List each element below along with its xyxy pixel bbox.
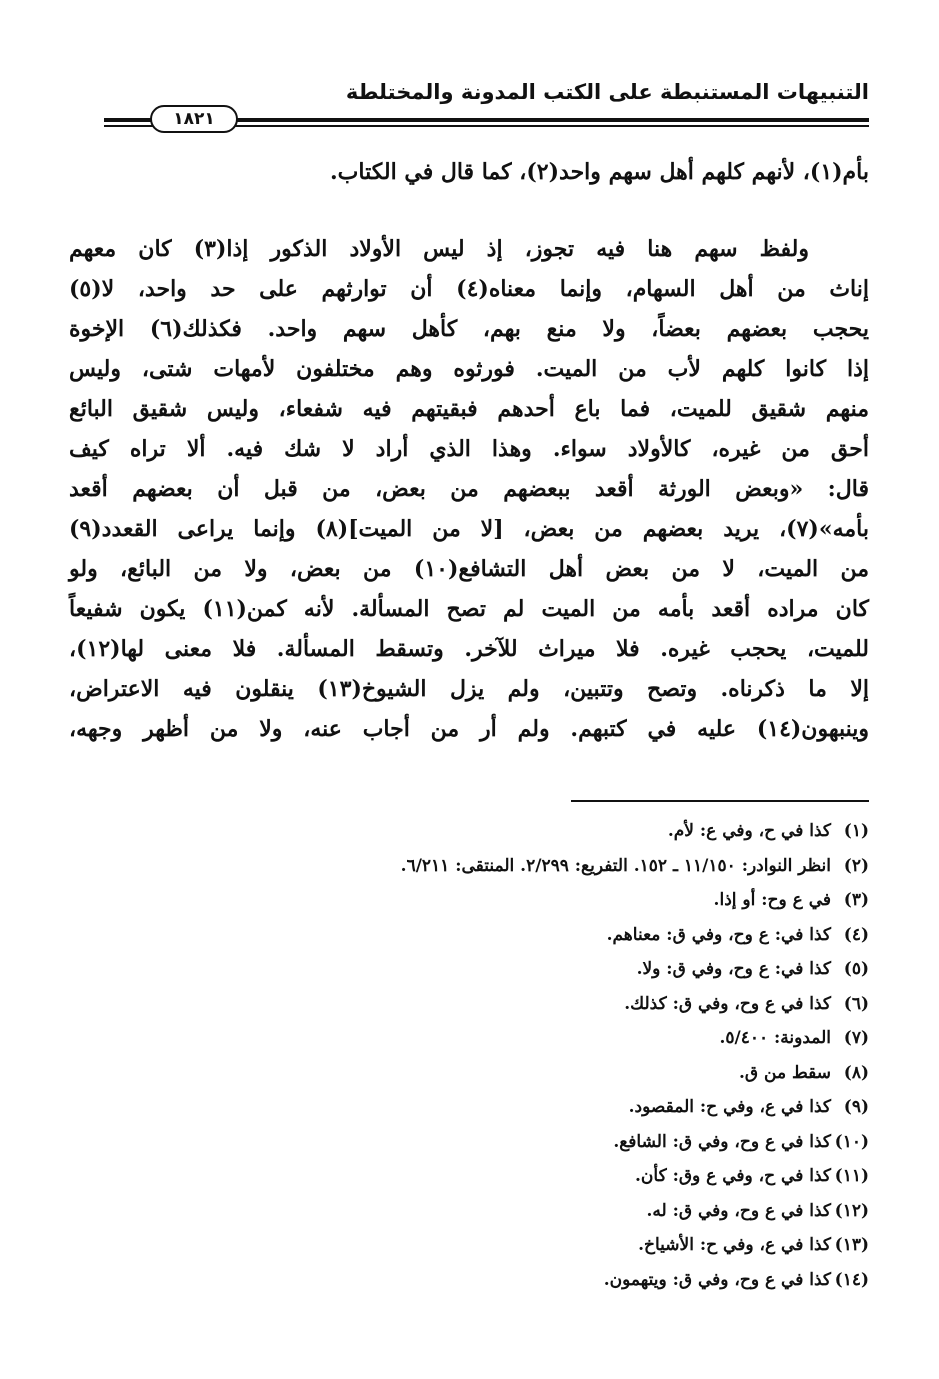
page-number: ١٨٢١ — [150, 105, 238, 133]
footnote — [69, 1194, 869, 1229]
footnote — [69, 1021, 869, 1056]
footnote-text: كذا في ع وح، وفي ق: ويتهمون. — [603, 1269, 831, 1290]
text-line: بأمه»(٧)، يريد بعضهم من بعض، [لا من الميت](٨) وإنما يراعى القعدد(٩) — [69, 516, 869, 542]
footnote — [69, 1090, 869, 1125]
footnote-text: سقط من ق. — [739, 1062, 831, 1083]
text-line: ولفظ سهم هنا فيه تجوز، إذ ليس الأولاد الذكور إذا(٣) كان معهم — [69, 236, 809, 262]
footnote — [69, 1263, 869, 1298]
footnote-number: (٤) — [843, 924, 869, 945]
footnote-number: (٨) — [843, 1062, 869, 1083]
text-line: من الميت، لا من بعض أهل التشافع(١٠) من بعض، ولا من البائع، ولو — [69, 556, 870, 582]
text-line: كان مراده أقعد بأمه من الميت لم تصح المسألة. لأنه كمن(١١) يكون شفيعاً — [69, 596, 869, 622]
text-line: للميت، يحجب غيره. فلا ميراث للآخر. وتسقط المسألة. فلا معنى لها(١٢)، — [69, 636, 869, 662]
footnote — [69, 1228, 869, 1263]
footnote-text: كذا في ع وح، وفي ق: الشافع. — [613, 1131, 831, 1152]
footnote-number: (١١) — [834, 1166, 869, 1186]
text-line: يحجب بعضهم بعضاً، ولا منع بهم، كأهل سهم واحد. فكذلك(٦) الإخوة — [69, 316, 869, 342]
text-line: إلا ما ذكرناه. وتصح وتتبين، ولم يزل الشيوخ(١٣) ينقلون فيه الاعتراض، — [69, 676, 869, 702]
footnotes — [69, 814, 869, 1297]
footnote-text: كذا في ع، وفي ح: الأشياخ. — [638, 1235, 831, 1255]
footnote-text: كذا في ح، وفي ع وق: كأن. — [634, 1166, 831, 1186]
footnote — [69, 814, 869, 849]
footnote-text: كذا في ع وح، وفي ق: كذلك. — [624, 993, 831, 1014]
footnote-number: (١) — [843, 821, 869, 841]
footnote-text: المدونة: ٥/٤٠٠. — [719, 1028, 831, 1048]
footnote-number: (٥) — [843, 959, 869, 979]
footnote-number: (٩) — [843, 1097, 869, 1117]
text-line: بأم(١)، لأنهم كلهم أهل سهم واحد(٢)، كما قال في الكتاب. — [330, 159, 869, 185]
footnote-number: (٦) — [843, 993, 869, 1014]
footnote — [69, 849, 869, 884]
footnote-number: (١٠) — [834, 1131, 869, 1152]
footnote — [69, 952, 869, 987]
footnote-number: (١٣) — [834, 1235, 869, 1255]
running-title: التنبيهات المستنبطة على الكتب المدونة والمختلطة — [345, 80, 869, 104]
text-line: إذا كانوا كلهم لأب من الميت. فورثوه وهم مختلفون لأمهات شتى، وليس — [69, 356, 869, 382]
footnote — [69, 987, 869, 1022]
footnote — [69, 1159, 869, 1194]
footnote-text: كذا في ع وح، وفي ق: له. — [646, 1200, 831, 1221]
footnote-text: انظر النوادر: ١١/١٥٠ ـ ١٥٢. التفريع: ٢/٢٩٩. المنتقى: ٦/٢١١. — [400, 855, 831, 876]
text-line: منهم شقيق للميت، فما باع أحدهم فبقيتهم فيه شفعاء، وليس شقيق البائع — [69, 396, 869, 422]
footnote-text: كذا في ع، وفي ح: المقصود. — [628, 1097, 831, 1117]
footnote-number: (١٢) — [834, 1200, 869, 1221]
text-line: وينبهون(١٤) عليه في كتبهم. ولم أر من أجاب عنه، ولا من أظهر وجهه، — [69, 716, 869, 742]
main-text — [69, 152, 869, 749]
text-line: إناث من أهل السهام، وإنما معناه(٤) أن توارثهم على حد واحد، لا(٥) — [69, 276, 869, 302]
footnote-text: كذا في: ع وح، وفي ق: ولا. — [636, 959, 831, 979]
footnote-number: (٧) — [843, 1028, 869, 1048]
footnote — [69, 918, 869, 953]
text-line: قال: «وبعض الورثة أقعد ببعضهم من بعض، من قبل أن بعضهم أقعد — [69, 476, 869, 502]
footnote-text: كذا في: ع وح، وفي ق: معناهم. — [606, 924, 831, 945]
text-line: أحق من غيره، كالأولاد سواء. وهذا الذي أراد لا شك فيه. ألا تراه كيف — [69, 436, 869, 462]
footnote-text: في ع وح: أو إذا. — [713, 890, 831, 910]
footnote — [69, 1056, 869, 1091]
footnote-number: (١٤) — [834, 1269, 869, 1290]
footnote-number: (٢) — [843, 855, 869, 876]
footnote — [69, 1125, 869, 1160]
footnote-separator — [571, 800, 869, 802]
footnote — [69, 883, 869, 918]
footnote-number: (٣) — [843, 890, 869, 910]
footnote-text: كذا في ح، وفي ع: لأم. — [667, 821, 831, 841]
